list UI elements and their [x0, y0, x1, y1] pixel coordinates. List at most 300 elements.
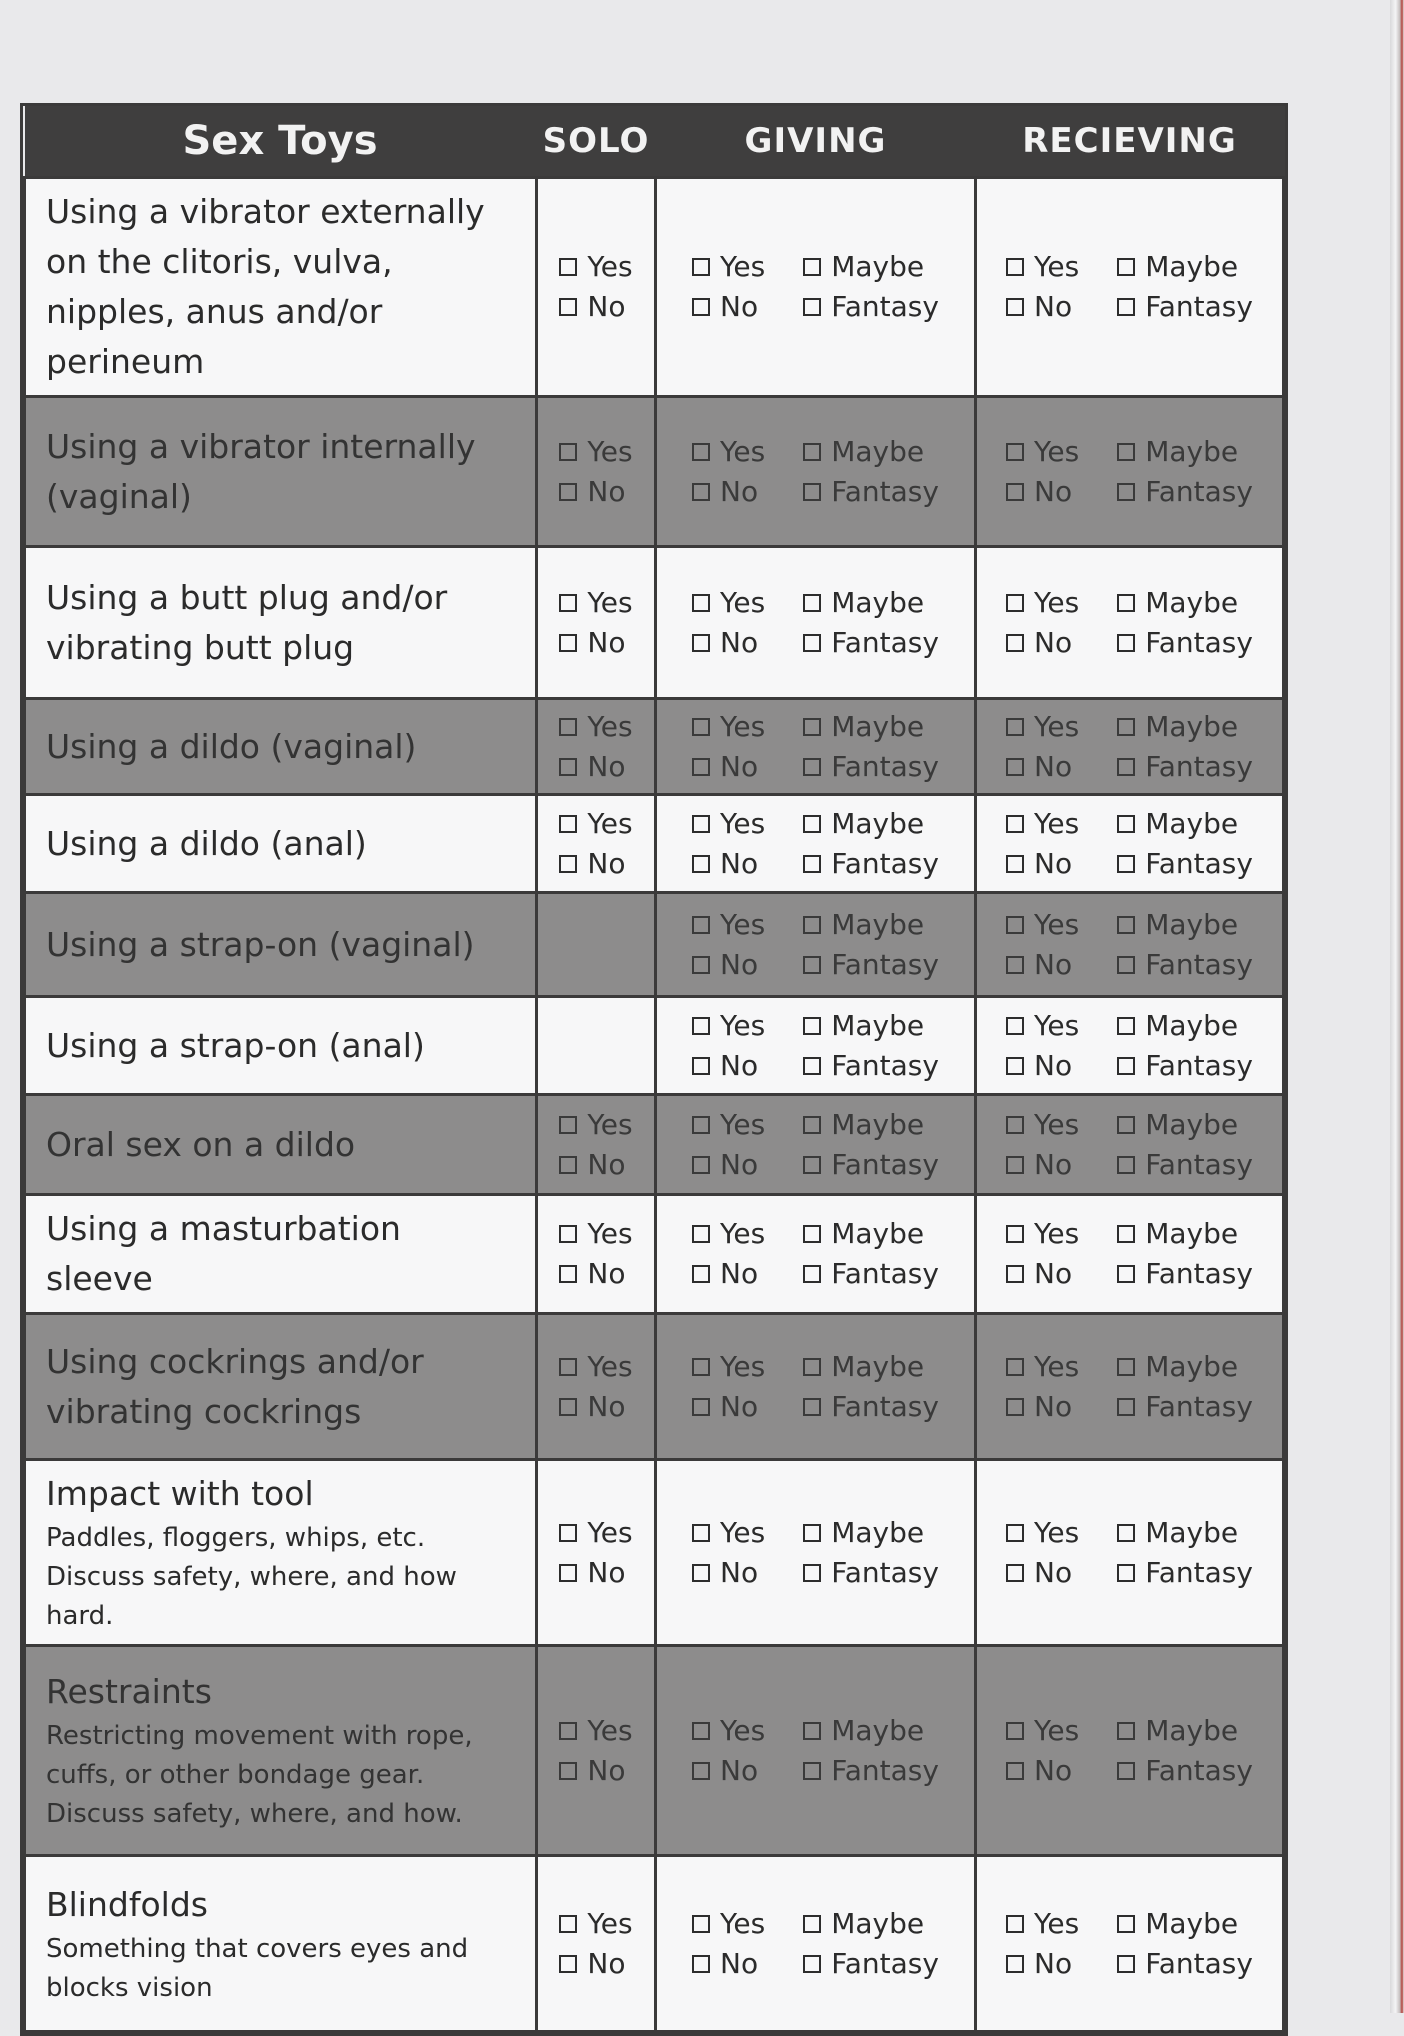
checkbox-icon[interactable] — [1006, 1057, 1024, 1075]
checkbox-no[interactable] — [559, 1255, 632, 1293]
checkbox-icon[interactable] — [1117, 718, 1135, 736]
checkbox-yes[interactable] — [1006, 1712, 1079, 1750]
checkbox-icon[interactable] — [1117, 815, 1135, 833]
checkbox-yes[interactable] — [1006, 1215, 1079, 1253]
checkbox-icon[interactable] — [803, 594, 821, 612]
checkbox-label: Maybe — [831, 1906, 925, 1940]
checkbox-icon[interactable] — [1117, 634, 1135, 652]
checkbox-fantasy[interactable] — [803, 288, 939, 326]
table-row — [25, 699, 1284, 795]
checkbox-icon[interactable] — [559, 855, 577, 873]
checkbox-no[interactable] — [1006, 845, 1079, 883]
checklist-table — [20, 103, 1288, 2036]
checkbox-fantasy[interactable] — [1117, 845, 1253, 883]
checkbox-icon[interactable] — [803, 298, 821, 316]
checkbox-icon[interactable] — [692, 1017, 710, 1035]
checkbox-no[interactable] — [1006, 748, 1079, 786]
checkbox-yes[interactable] — [692, 1514, 765, 1552]
checkbox-icon[interactable] — [692, 1564, 710, 1582]
table-row — [25, 178, 1284, 397]
checkbox-icon[interactable] — [559, 758, 577, 776]
checkbox-icon[interactable] — [1117, 1156, 1135, 1174]
checkbox-maybe[interactable] — [1117, 1514, 1253, 1552]
checkbox-icon[interactable] — [803, 443, 821, 461]
checkbox-label: Fantasy — [831, 625, 939, 659]
checkbox-label: No — [587, 1555, 626, 1589]
activity-cell — [25, 1646, 537, 1856]
checkbox-yes[interactable] — [692, 1106, 765, 1144]
checkbox-icon[interactable] — [692, 758, 710, 776]
checkbox-yes[interactable] — [692, 906, 765, 944]
checkbox-icon[interactable] — [1117, 1398, 1135, 1416]
checkbox-label: Yes — [1034, 907, 1080, 941]
checkbox-no[interactable] — [692, 624, 765, 662]
checkbox-icon[interactable] — [692, 594, 710, 612]
checkbox-icon[interactable] — [803, 1265, 821, 1283]
table-row — [25, 1195, 1284, 1314]
checkbox-icon[interactable] — [559, 1915, 577, 1933]
checkbox-icon[interactable] — [559, 634, 577, 652]
checkbox-no[interactable] — [1006, 473, 1079, 511]
checkbox-icon[interactable] — [1117, 443, 1135, 461]
checkbox-yes[interactable] — [692, 433, 765, 471]
checkbox-icon[interactable] — [692, 1524, 710, 1542]
checkbox-maybe[interactable] — [1117, 805, 1253, 843]
checkbox-no[interactable] — [692, 1047, 765, 1085]
checkbox-maybe[interactable] — [1117, 1712, 1253, 1750]
solo-cell — [537, 1856, 656, 2032]
checkbox-icon[interactable] — [1117, 1955, 1135, 1973]
checkbox-no[interactable] — [692, 946, 765, 984]
checkbox-icon[interactable] — [1117, 1524, 1135, 1542]
checkbox-yes[interactable] — [1006, 584, 1079, 622]
checkbox-no[interactable] — [692, 748, 765, 786]
checkbox-icon[interactable] — [803, 718, 821, 736]
checkbox-yes[interactable] — [692, 584, 765, 622]
checkbox-icon[interactable] — [803, 1762, 821, 1780]
checkbox-icon[interactable] — [692, 855, 710, 873]
checkbox-icon[interactable] — [1117, 758, 1135, 776]
checkbox-icon[interactable] — [803, 1722, 821, 1740]
giving-cell — [656, 1460, 976, 1646]
checkbox-maybe[interactable] — [803, 1106, 939, 1144]
checkbox-fantasy[interactable] — [1117, 1255, 1253, 1293]
checkbox-fantasy[interactable] — [803, 473, 939, 511]
checkbox-no[interactable] — [692, 1255, 765, 1293]
checkbox-icon[interactable] — [1006, 718, 1024, 736]
receiving-cell — [976, 547, 1284, 699]
checkbox-icon[interactable] — [1006, 1116, 1024, 1134]
checkbox-icon[interactable] — [1006, 1265, 1024, 1283]
checkbox-icon[interactable] — [1006, 758, 1024, 776]
checkbox-no[interactable] — [559, 845, 632, 883]
checkbox-icon[interactable] — [803, 1915, 821, 1933]
checkbox-icon[interactable] — [559, 1358, 577, 1376]
checkbox-icon[interactable] — [803, 634, 821, 652]
checkbox-icon[interactable] — [692, 1915, 710, 1933]
activity-title: Using a dildo (vaginal) — [46, 726, 417, 766]
checkbox-icon[interactable] — [1117, 1225, 1135, 1243]
activity-subtitle: Paddles, floggers, whips, etc. Discuss safety, where, and how hard. — [46, 1523, 457, 1631]
checkbox-icon[interactable] — [692, 298, 710, 316]
checkbox-icon[interactable] — [559, 594, 577, 612]
checkbox-yes[interactable] — [692, 1215, 765, 1253]
checkbox-icon[interactable] — [803, 855, 821, 873]
checkbox-icon[interactable] — [559, 483, 577, 501]
checkbox-icon[interactable] — [692, 956, 710, 974]
checkbox-no[interactable] — [1006, 1255, 1079, 1293]
checkbox-fantasy[interactable] — [803, 1146, 939, 1184]
checkbox-label: No — [720, 1048, 759, 1082]
receiving-cell — [976, 893, 1284, 997]
checkbox-icon[interactable] — [1006, 443, 1024, 461]
checkbox-maybe[interactable] — [803, 584, 939, 622]
checkbox-icon[interactable] — [559, 1116, 577, 1134]
checkbox-fantasy[interactable] — [1117, 473, 1253, 511]
checkbox-no[interactable] — [692, 1945, 765, 1983]
checkbox-yes[interactable] — [559, 248, 632, 286]
checkbox-no[interactable] — [559, 288, 632, 326]
checkbox-icon[interactable] — [803, 1017, 821, 1035]
checkbox-icon[interactable] — [803, 916, 821, 934]
checkbox-fantasy[interactable] — [803, 1388, 939, 1426]
checkbox-icon[interactable] — [1117, 1915, 1135, 1933]
checkbox-fantasy[interactable] — [1117, 1047, 1253, 1085]
checkbox-label: Yes — [1034, 250, 1080, 283]
checkbox-label: Maybe — [1145, 1107, 1239, 1141]
checkbox-icon[interactable] — [1117, 1265, 1135, 1283]
checkbox-icon[interactable] — [1117, 258, 1135, 276]
checkbox-icon[interactable] — [559, 815, 577, 833]
checkbox-icon[interactable] — [559, 1265, 577, 1283]
checkbox-icon[interactable] — [803, 956, 821, 974]
activity-title: Using a vibrator internally (vaginal) — [46, 426, 476, 516]
checkbox-icon[interactable] — [1006, 1722, 1024, 1740]
checkbox-icon[interactable] — [1117, 956, 1135, 974]
checkbox-icon[interactable] — [559, 1955, 577, 1973]
checkbox-yes[interactable] — [559, 1348, 632, 1386]
checkbox-yes[interactable] — [1006, 433, 1079, 471]
checkbox-icon[interactable] — [692, 1722, 710, 1740]
checkbox-maybe[interactable] — [803, 906, 939, 944]
checkbox-no[interactable] — [1006, 1388, 1079, 1426]
checkbox-icon[interactable] — [559, 443, 577, 461]
checkbox-maybe[interactable] — [1117, 1106, 1253, 1144]
checkbox-icon[interactable] — [692, 443, 710, 461]
checkbox-no[interactable] — [1006, 1554, 1079, 1592]
table-header — [25, 106, 1284, 178]
checkbox-icon[interactable] — [559, 1762, 577, 1780]
checkbox-label: Fantasy — [831, 1048, 939, 1082]
checkbox-icon[interactable] — [1006, 298, 1024, 316]
checkbox-yes[interactable] — [692, 248, 765, 286]
checkbox-yes[interactable] — [559, 433, 632, 471]
checkbox-fantasy[interactable] — [1117, 1945, 1253, 1983]
checkbox-icon[interactable] — [1117, 298, 1135, 316]
checkbox-icon[interactable] — [1006, 1915, 1024, 1933]
checkbox-no[interactable] — [1006, 288, 1079, 326]
checkbox-no[interactable] — [1006, 1945, 1079, 1983]
checkbox-yes[interactable] — [559, 708, 632, 746]
checkbox-icon[interactable] — [1006, 1955, 1024, 1973]
checkbox-maybe[interactable] — [1117, 248, 1253, 286]
checkbox-fantasy[interactable] — [1117, 1554, 1253, 1592]
checkbox-icon[interactable] — [692, 1057, 710, 1075]
checkbox-yes[interactable] — [1006, 1348, 1079, 1386]
checkbox-maybe[interactable] — [803, 1905, 939, 1943]
checkbox-no[interactable] — [692, 1554, 765, 1592]
checkbox-maybe[interactable] — [803, 1215, 939, 1253]
checkbox-maybe[interactable] — [1117, 708, 1253, 746]
column-header-giving: GIVING — [656, 106, 976, 178]
checkbox-fantasy[interactable] — [803, 946, 939, 984]
checkbox-maybe[interactable] — [803, 248, 939, 286]
checkbox-icon[interactable] — [1117, 1057, 1135, 1075]
checkbox-icon[interactable] — [1006, 1225, 1024, 1243]
checkbox-label: Yes — [720, 709, 766, 743]
checkbox-icon[interactable] — [1006, 956, 1024, 974]
checkbox-yes[interactable] — [1006, 1905, 1079, 1943]
checkbox-icon[interactable] — [1117, 855, 1135, 873]
checkbox-yes[interactable] — [1006, 1106, 1079, 1144]
checkbox-icon[interactable] — [1117, 1116, 1135, 1134]
checkbox-label: No — [720, 1147, 759, 1181]
checkbox-icon[interactable] — [1006, 634, 1024, 652]
checkbox-label: Yes — [720, 1217, 766, 1250]
checkbox-icon[interactable] — [1006, 483, 1024, 501]
checkbox-yes[interactable] — [559, 1215, 632, 1253]
checkbox-maybe[interactable] — [803, 1712, 939, 1750]
checkbox-yes[interactable] — [1006, 1007, 1079, 1045]
checkbox-fantasy[interactable] — [803, 1752, 939, 1790]
checkbox-label: No — [587, 474, 626, 508]
checkbox-label: Fantasy — [1145, 1555, 1253, 1589]
checkbox-yes[interactable] — [692, 805, 765, 843]
checkbox-icon[interactable] — [1006, 1156, 1024, 1174]
checkbox-yes[interactable] — [559, 584, 632, 622]
checkbox-maybe[interactable] — [1117, 1215, 1253, 1253]
checkbox-maybe[interactable] — [1117, 906, 1253, 944]
checkbox-icon[interactable] — [803, 1524, 821, 1542]
checkbox-yes[interactable] — [692, 1712, 765, 1750]
checkbox-icon[interactable] — [803, 1225, 821, 1243]
checkbox-yes[interactable] — [692, 708, 765, 746]
checkbox-no[interactable] — [1006, 1146, 1079, 1184]
checkbox-label: Yes — [720, 1008, 766, 1042]
checkbox-icon[interactable] — [1117, 1358, 1135, 1376]
checkbox-fantasy[interactable] — [803, 1255, 939, 1293]
checkbox-icon[interactable] — [803, 1564, 821, 1582]
checkbox-label: No — [720, 290, 759, 323]
checkbox-icon[interactable] — [692, 634, 710, 652]
checkbox-maybe[interactable] — [1117, 584, 1253, 622]
checkbox-icon[interactable] — [559, 1156, 577, 1174]
checkbox-no[interactable] — [1006, 946, 1079, 984]
checkbox-icon[interactable] — [1006, 815, 1024, 833]
checkbox-icon[interactable] — [1117, 1564, 1135, 1582]
activity-cell — [25, 178, 537, 397]
checkbox-maybe[interactable] — [803, 1007, 939, 1045]
checkbox-icon[interactable] — [1006, 855, 1024, 873]
checkbox-no[interactable] — [559, 748, 632, 786]
checkbox-yes[interactable] — [1006, 248, 1079, 286]
checkbox-icon[interactable] — [803, 1955, 821, 1973]
checkbox-yes[interactable] — [692, 1007, 765, 1045]
checkbox-no[interactable] — [559, 624, 632, 662]
checkbox-icon[interactable] — [692, 718, 710, 736]
checkbox-yes[interactable] — [1006, 1514, 1079, 1552]
checkbox-icon[interactable] — [692, 1265, 710, 1283]
checkbox-icon[interactable] — [692, 1398, 710, 1416]
checkbox-icon[interactable] — [559, 1398, 577, 1416]
checkbox-icon[interactable] — [803, 1358, 821, 1376]
checkbox-fantasy[interactable] — [1117, 1752, 1253, 1790]
checkbox-fantasy[interactable] — [1117, 1146, 1253, 1184]
checkbox-no[interactable] — [559, 1554, 632, 1592]
checkbox-icon[interactable] — [1006, 1358, 1024, 1376]
checkbox-icon[interactable] — [1006, 258, 1024, 276]
checkbox-yes[interactable] — [692, 1348, 765, 1386]
checkbox-no[interactable] — [1006, 624, 1079, 662]
checkbox-fantasy[interactable] — [1117, 624, 1253, 662]
checkbox-fantasy[interactable] — [1117, 946, 1253, 984]
checkbox-fantasy[interactable] — [803, 845, 939, 883]
checkbox-no[interactable] — [559, 1146, 632, 1184]
checkbox-maybe[interactable] — [803, 708, 939, 746]
checkbox-yes[interactable] — [559, 805, 632, 843]
checkbox-no[interactable] — [559, 473, 632, 511]
checkbox-no[interactable] — [692, 1146, 765, 1184]
checkbox-maybe[interactable] — [803, 1348, 939, 1386]
checkbox-yes[interactable] — [559, 1712, 632, 1750]
checkbox-icon[interactable] — [1006, 1564, 1024, 1582]
checkbox-label: Yes — [587, 585, 633, 619]
checkbox-icon[interactable] — [803, 1398, 821, 1416]
checkbox-label: No — [587, 1257, 626, 1290]
checkbox-icon[interactable] — [692, 815, 710, 833]
activity-title: Using a butt plug and/or vibrating butt plug — [46, 577, 448, 667]
checkbox-no[interactable] — [692, 1752, 765, 1790]
checkbox-icon[interactable] — [803, 1057, 821, 1075]
checkbox-label: Yes — [587, 1906, 633, 1940]
checkbox-icon[interactable] — [559, 1564, 577, 1582]
checkbox-icon[interactable] — [1117, 1722, 1135, 1740]
giving-cell — [656, 1195, 976, 1314]
checkbox-icon[interactable] — [803, 483, 821, 501]
checkbox-no[interactable] — [1006, 1047, 1079, 1085]
checkbox-no[interactable] — [1006, 1752, 1079, 1790]
checkbox-icon[interactable] — [559, 298, 577, 316]
checkbox-icon[interactable] — [692, 483, 710, 501]
checkbox-label: Maybe — [1145, 709, 1239, 743]
checkbox-fantasy[interactable] — [1117, 288, 1253, 326]
checkbox-fantasy[interactable] — [1117, 1388, 1253, 1426]
checkbox-maybe[interactable] — [1117, 1905, 1253, 1943]
checkbox-label: No — [720, 474, 759, 508]
checkbox-yes[interactable] — [559, 1106, 632, 1144]
checkbox-icon[interactable] — [692, 1358, 710, 1376]
checkbox-fantasy[interactable] — [803, 1047, 939, 1085]
checkbox-yes[interactable] — [1006, 906, 1079, 944]
checkbox-yes[interactable] — [1006, 805, 1079, 843]
checkbox-label: Yes — [587, 1349, 633, 1383]
checkbox-icon[interactable] — [559, 1524, 577, 1542]
checkbox-icon[interactable] — [692, 1955, 710, 1973]
checkbox-yes[interactable] — [559, 1905, 632, 1943]
checkbox-icon[interactable] — [1006, 1762, 1024, 1780]
checkbox-fantasy[interactable] — [803, 1554, 939, 1592]
checkbox-icon[interactable] — [1117, 594, 1135, 612]
checkbox-icon[interactable] — [692, 916, 710, 934]
checkbox-icon[interactable] — [1006, 1524, 1024, 1542]
checkbox-no[interactable] — [692, 288, 765, 326]
checkbox-icon[interactable] — [692, 1225, 710, 1243]
checkbox-yes[interactable] — [559, 1514, 632, 1552]
checkbox-icon[interactable] — [803, 258, 821, 276]
checkbox-icon[interactable] — [692, 1116, 710, 1134]
checkbox-maybe[interactable] — [803, 1514, 939, 1552]
giving-cell — [656, 893, 976, 997]
checkbox-icon[interactable] — [1006, 1017, 1024, 1035]
checkbox-fantasy[interactable] — [803, 1945, 939, 1983]
checkbox-label: Yes — [720, 1713, 766, 1747]
checkbox-icon[interactable] — [1117, 916, 1135, 934]
checkbox-no[interactable] — [559, 1752, 632, 1790]
checkbox-icon[interactable] — [692, 258, 710, 276]
checkbox-icon[interactable] — [559, 258, 577, 276]
checkbox-icon[interactable] — [803, 758, 821, 776]
checkbox-icon[interactable] — [692, 1762, 710, 1780]
checkbox-fantasy[interactable] — [803, 748, 939, 786]
checkbox-no[interactable] — [559, 1945, 632, 1983]
checkbox-fantasy[interactable] — [803, 624, 939, 662]
checkbox-maybe[interactable] — [1117, 433, 1253, 471]
solo-cell — [537, 547, 656, 699]
activity-title: Using a vibrator externally on the clitoris, vulva, nipples, anus and/or perineum — [46, 192, 485, 381]
checkbox-yes[interactable] — [692, 1905, 765, 1943]
checkbox-icon[interactable] — [1117, 1017, 1135, 1035]
checkbox-icon[interactable] — [803, 1116, 821, 1134]
checkbox-no[interactable] — [692, 473, 765, 511]
checkbox-no[interactable] — [692, 845, 765, 883]
checkbox-label: No — [720, 749, 759, 783]
checkbox-icon[interactable] — [803, 1156, 821, 1174]
checkbox-maybe[interactable] — [1117, 1348, 1253, 1386]
checkbox-label: Yes — [1034, 1906, 1080, 1940]
checkbox-icon[interactable] — [559, 718, 577, 736]
checkbox-yes[interactable] — [1006, 708, 1079, 746]
checkbox-icon[interactable] — [1006, 594, 1024, 612]
checkbox-maybe[interactable] — [1117, 1007, 1253, 1045]
checkbox-icon[interactable] — [1117, 483, 1135, 501]
checkbox-no[interactable] — [559, 1388, 632, 1426]
checkbox-icon[interactable] — [1006, 1398, 1024, 1416]
checkbox-icon[interactable] — [559, 1722, 577, 1740]
table-row — [25, 547, 1284, 699]
checkbox-maybe[interactable] — [803, 805, 939, 843]
checkbox-icon[interactable] — [803, 815, 821, 833]
checkbox-label: Fantasy — [1145, 1389, 1253, 1423]
checkbox-icon[interactable] — [1117, 1762, 1135, 1780]
checkbox-icon[interactable] — [1006, 916, 1024, 934]
checkbox-icon[interactable] — [559, 1225, 577, 1243]
checkbox-maybe[interactable] — [803, 433, 939, 471]
checkbox-label: Fantasy — [831, 1555, 939, 1589]
checkbox-fantasy[interactable] — [1117, 748, 1253, 786]
checkbox-icon[interactable] — [692, 1156, 710, 1174]
checkbox-no[interactable] — [692, 1388, 765, 1426]
checkbox-label: Yes — [587, 1713, 633, 1747]
